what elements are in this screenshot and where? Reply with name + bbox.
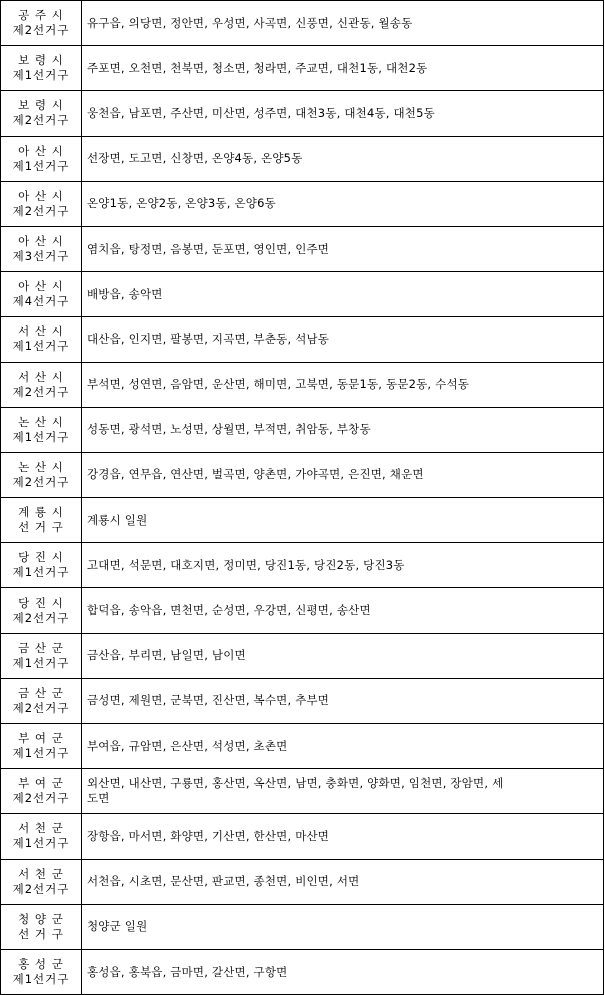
district-areas-text: 유구읍, 의당면, 정안면, 우성면, 사곡면, 신풍면, 신관동, 월송동	[87, 15, 413, 30]
district-areas-cell	[82, 498, 604, 543]
district-city-label: 부 여 군	[18, 731, 64, 746]
district-city-label: 공 주 시	[18, 8, 64, 23]
district-name-cell	[1, 452, 82, 497]
district-areas-text: 강경읍, 연무읍, 연산면, 벌곡면, 양촌면, 가야곡면, 은진면, 채운면	[87, 467, 424, 482]
district-city-label: 금 산 군	[18, 685, 64, 700]
district-areas-cell	[82, 814, 604, 859]
district-name-cell	[1, 949, 82, 994]
district-name-cell	[1, 181, 82, 226]
table-row	[1, 904, 604, 949]
district-areas-text: 금성면, 제원면, 군북면, 진산면, 복수면, 추부면	[87, 693, 330, 708]
district-areas-cell	[82, 317, 604, 362]
district-areas-cell	[82, 91, 604, 136]
district-areas-text: 금산읍, 부리면, 남일면, 남이면	[87, 648, 246, 663]
district-constituency-label: 제2선거구	[12, 23, 70, 38]
district-city-label: 청 양 군	[18, 911, 64, 926]
table-row	[1, 91, 604, 136]
district-city-label: 계 룡 시	[18, 505, 64, 520]
district-name-cell	[1, 272, 82, 317]
district-city-label: 서 천 군	[18, 821, 64, 836]
district-constituency-label: 제2선거구	[12, 881, 70, 896]
district-constituency-label: 제1선거구	[12, 158, 70, 173]
district-constituency-label: 제1선거구	[12, 68, 70, 83]
table-body	[1, 1, 604, 995]
table-row	[1, 633, 604, 678]
district-areas-text: 성동면, 광석면, 노성면, 상월면, 부적면, 취암동, 부창동	[87, 422, 371, 437]
district-name-cell	[1, 407, 82, 452]
district-city-label: 당 진 시	[18, 595, 64, 610]
district-areas-text: 선장면, 도고면, 신창면, 온양4동, 온양5동	[87, 151, 303, 166]
district-constituency-label: 제1선거구	[12, 746, 70, 761]
table-row	[1, 226, 604, 271]
district-city-label: 논 산 시	[18, 414, 64, 429]
district-areas-text: 서천읍, 시초면, 문산면, 판교면, 종천면, 비인면, 서면	[87, 874, 360, 889]
district-constituency-label: 제1선거구	[12, 565, 70, 580]
district-areas-text: 부여읍, 규암면, 은산면, 석성면, 초촌면	[87, 738, 288, 753]
district-areas-text: 외산면, 내산면, 구룡면, 홍산면, 옥산면, 남면, 충화면, 양화면, 임천면, 장암면, 세	[87, 776, 504, 791]
table-row	[1, 362, 604, 407]
district-areas-cell	[82, 136, 604, 181]
district-constituency-label: 제1선거구	[12, 836, 70, 851]
district-name-cell	[1, 588, 82, 633]
table-row	[1, 46, 604, 91]
district-areas-text: 대산읍, 인지면, 팔봉면, 지곡면, 부춘동, 석남동	[87, 331, 330, 346]
table-row	[1, 814, 604, 859]
table-row	[1, 136, 604, 181]
district-areas-text: 웅천읍, 남포면, 주산면, 미산면, 성주면, 대천3동, 대천4동, 대천5동	[87, 105, 435, 120]
district-city-label: 서 천 군	[18, 866, 64, 881]
district-city-label: 금 산 군	[18, 640, 64, 655]
district-city-label: 서 산 시	[18, 324, 64, 339]
district-areas-cell	[82, 407, 604, 452]
table-row	[1, 678, 604, 723]
district-constituency-label: 선 거 구	[18, 520, 64, 535]
district-name-cell	[1, 91, 82, 136]
table-row	[1, 949, 604, 994]
table-row	[1, 317, 604, 362]
district-areas-cell	[82, 543, 604, 588]
district-constituency-label: 제2선거구	[12, 203, 70, 218]
district-areas-cell	[82, 724, 604, 769]
district-constituency-label: 제2선거구	[12, 474, 70, 489]
table-row	[1, 769, 604, 814]
district-name-cell	[1, 633, 82, 678]
district-areas-text: 계룡시 일원	[87, 512, 148, 527]
district-areas-cell	[82, 859, 604, 904]
table-row	[1, 588, 604, 633]
district-areas-cell	[82, 272, 604, 317]
district-areas-cell	[82, 588, 604, 633]
table-row	[1, 543, 604, 588]
district-name-cell	[1, 1, 82, 46]
district-areas-text: 청양군 일원	[87, 919, 148, 934]
district-areas-cell	[82, 362, 604, 407]
district-areas-cell	[82, 46, 604, 91]
table-row	[1, 272, 604, 317]
district-areas-text: 주포면, 오천면, 천북면, 청소면, 청라면, 주교면, 대천1동, 대천2동	[87, 60, 428, 75]
district-city-label: 아 산 시	[18, 234, 64, 249]
district-city-label: 논 산 시	[18, 459, 64, 474]
district-areas-cell	[82, 678, 604, 723]
district-city-label: 보 령 시	[18, 53, 64, 68]
district-areas-text: 합덕읍, 송악읍, 면천면, 순성면, 우강면, 신평면, 송산면	[87, 603, 371, 618]
district-areas-cell	[82, 769, 604, 814]
district-city-label: 당 진 시	[18, 550, 64, 565]
district-constituency-label: 제2선거구	[12, 610, 70, 625]
district-constituency-label: 제1선거구	[12, 429, 70, 444]
district-constituency-label: 제3선거구	[12, 249, 70, 264]
district-constituency-label: 제2선거구	[12, 700, 70, 715]
district-areas-text: 고대면, 석문면, 대호지면, 정미면, 당진1동, 당진2동, 당진3동	[87, 557, 405, 572]
district-constituency-label: 제1선거구	[12, 972, 70, 987]
district-name-cell	[1, 136, 82, 181]
district-constituency-label: 제1선거구	[12, 655, 70, 670]
district-name-cell	[1, 362, 82, 407]
table-row	[1, 181, 604, 226]
district-name-cell	[1, 226, 82, 271]
table-row	[1, 498, 604, 543]
district-constituency-label: 제4선거구	[12, 294, 70, 309]
district-city-label: 서 산 시	[18, 369, 64, 384]
district-name-cell	[1, 678, 82, 723]
district-city-label: 아 산 시	[18, 188, 64, 203]
district-name-cell	[1, 859, 82, 904]
district-name-cell	[1, 498, 82, 543]
district-city-label: 홍 성 군	[18, 957, 64, 972]
district-areas-cell	[82, 633, 604, 678]
table-row	[1, 859, 604, 904]
district-areas-cell	[82, 904, 604, 949]
district-areas-text: 부석면, 성연면, 음암면, 운산면, 해미면, 고북면, 동문1동, 동문2동, 수석동	[87, 377, 470, 392]
district-name-cell	[1, 46, 82, 91]
district-name-cell	[1, 543, 82, 588]
district-areas-text: 온양1동, 온양2동, 온양3동, 온양6동	[87, 196, 276, 211]
district-areas-text: 홍성읍, 홍북읍, 금마면, 갈산면, 구항면	[87, 964, 288, 979]
table-row	[1, 1, 604, 46]
district-name-cell	[1, 317, 82, 362]
district-areas-cell	[82, 949, 604, 994]
district-areas-cell	[82, 226, 604, 271]
district-constituency-label: 선 거 구	[18, 926, 64, 941]
district-areas-cell	[82, 1, 604, 46]
table-row	[1, 407, 604, 452]
district-constituency-label: 제1선거구	[12, 339, 70, 354]
district-city-label: 아 산 시	[18, 143, 64, 158]
district-areas-text: 도면	[87, 791, 110, 806]
district-name-cell	[1, 904, 82, 949]
district-areas-cell	[82, 452, 604, 497]
district-city-label: 보 령 시	[18, 98, 64, 113]
district-constituency-label: 제2선거구	[12, 384, 70, 399]
district-areas-text: 염치읍, 탕정면, 음봉면, 둔포면, 영인면, 인주면	[87, 241, 330, 256]
district-name-cell	[1, 724, 82, 769]
district-city-label: 부 여 군	[18, 776, 64, 791]
district-areas-text: 장항읍, 마서면, 화양면, 기산면, 한산면, 마산면	[87, 828, 330, 843]
district-city-label: 아 산 시	[18, 279, 64, 294]
district-areas-cell	[82, 181, 604, 226]
district-constituency-label: 제2선거구	[12, 113, 70, 128]
table-row	[1, 724, 604, 769]
district-name-cell	[1, 814, 82, 859]
district-name-cell	[1, 769, 82, 814]
table-row	[1, 452, 604, 497]
district-areas-text: 배방읍, 송악면	[87, 286, 163, 301]
district-constituency-label: 제2선거구	[12, 791, 70, 806]
